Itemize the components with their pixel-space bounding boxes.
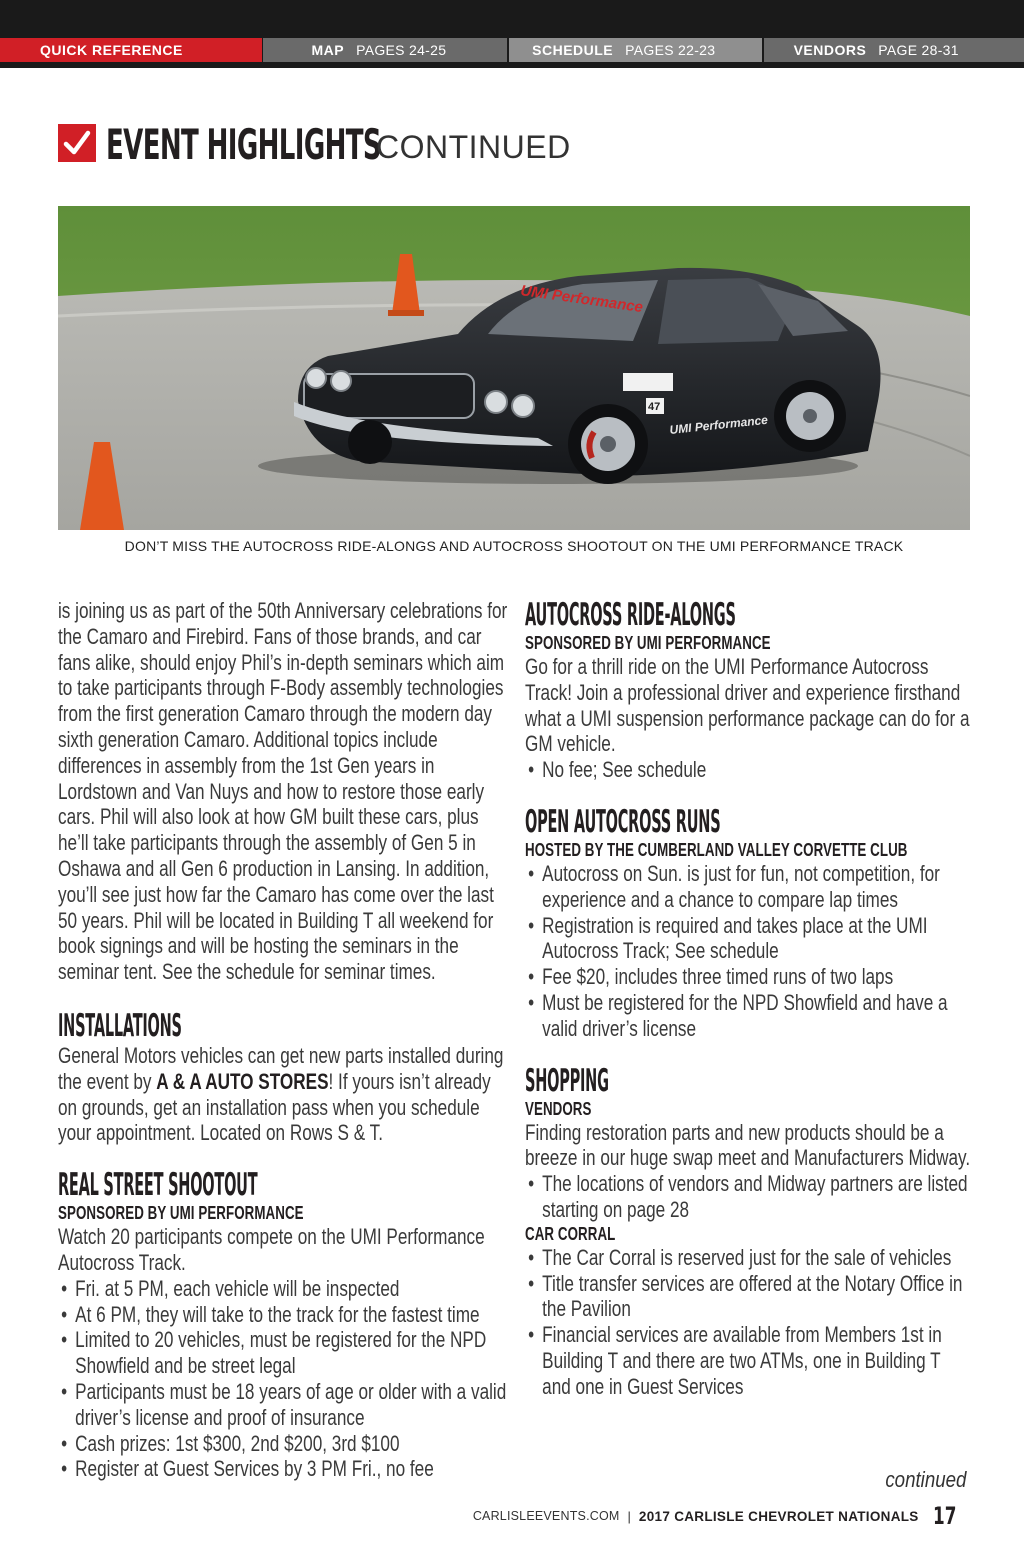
heading-installations: INSTALLATIONS bbox=[58, 1007, 182, 1044]
car-number: 47 bbox=[648, 401, 661, 413]
footer-publication: 2017 CARLISLE CHEVROLET NATIONALS bbox=[638, 1508, 919, 1524]
heading-autocross-ride-alongs: AUTOCROSS RIDE-ALONGS bbox=[525, 597, 736, 633]
shootout-sponsor: SPONSORED BY UMI PERFORMANCE bbox=[58, 1203, 304, 1224]
installations-text: General Motors vehicles can get new parts installed during the event by bbox=[58, 1042, 504, 1094]
nav-map-pages: PAGES 24-25 bbox=[356, 42, 447, 58]
top-bar bbox=[0, 0, 1024, 68]
quick-reference-nav bbox=[0, 38, 1024, 62]
shootout-paragraph: Watch 20 participants compete on the UMI Performance Autocross Track. bbox=[58, 1224, 485, 1275]
vendors-list bbox=[525, 1171, 970, 1223]
list-item: • Cash prizes: 1st $300, 2nd $200, 3rd $100 bbox=[58, 1431, 508, 1457]
nav-schedule[interactable] bbox=[509, 38, 761, 62]
installations-paragraph bbox=[58, 1043, 508, 1146]
door-decal: UMI Performance bbox=[668, 412, 769, 437]
ridealongs-paragraph: Go for a thrill ride on the UMI Performance Autocross Track! Join a professional driver and experience firsthand what a UMI suspension performance package can do for a GM vehicle. bbox=[525, 654, 970, 757]
hero-photo bbox=[58, 206, 970, 530]
installations-text-end: ! If yours isn’t already on grounds, get an installation pass when you schedule your appointment. Located on Rows S & T. bbox=[58, 1068, 491, 1146]
open-runs-host: HOSTED BY THE CUMBERLAND VALLEY CORVETTE CLUB bbox=[525, 839, 908, 860]
list-item: • The Car Corral is reserved just for the sale of vehicles bbox=[525, 1245, 970, 1271]
open-runs-list bbox=[525, 861, 970, 1042]
nav-map-label: MAP bbox=[311, 42, 345, 58]
list-item: • Participants must be 18 years of age or older with a valid driver’s license and proof of insurance bbox=[58, 1379, 508, 1431]
ridealongs-list bbox=[525, 757, 970, 783]
list-item: • Title transfer services are offered at the Notary Office in the Pavilion bbox=[525, 1271, 970, 1323]
nav-schedule-label: SCHEDULE bbox=[532, 42, 614, 58]
list-item: • Financial services are available from Members 1st in Building T and there are two ATMs, one in Building T and one in Guest Services bbox=[525, 1322, 970, 1399]
nav-quick-reference bbox=[0, 38, 262, 62]
list-item: • Fri. at 5 PM, each vehicle will be inspected bbox=[58, 1276, 508, 1302]
nav-vendors-pages: PAGE 28-31 bbox=[878, 42, 959, 58]
list-item: • Register at Guest Services by 3 PM Fri., no fee bbox=[58, 1456, 508, 1482]
continued-note: continued bbox=[884, 1467, 966, 1492]
installations-sponsor: A & A AUTO STORES bbox=[156, 1068, 329, 1094]
list-item: • Limited to 20 vehicles, must be registered for the NPD Showfield and be street legal bbox=[58, 1327, 508, 1379]
heading-open-autocross-runs: OPEN AUTOCROSS RUNS bbox=[525, 803, 721, 840]
list-item: • Autocross on Sun. is just for fun, not competition, for experience and a chance to compare lap times bbox=[525, 861, 970, 913]
car-corral-subheading: CAR CORRAL bbox=[525, 1223, 616, 1244]
shootout-list bbox=[58, 1276, 508, 1482]
ridealongs-sponsor: SPONSORED BY UMI PERFORMANCE bbox=[525, 633, 771, 653]
windshield-decal: UMI Performance bbox=[519, 282, 644, 317]
list-item: • Must be registered for the NPD Showfield and have a valid driver’s license bbox=[525, 990, 970, 1042]
footer-separator: | bbox=[627, 1508, 631, 1524]
nav-vendors[interactable] bbox=[764, 38, 1024, 62]
heading-real-street-shootout: REAL STREET SHOOTOUT bbox=[58, 1167, 258, 1204]
heading-shopping: SHOPPING bbox=[525, 1062, 609, 1099]
vendors-subheading: VENDORS bbox=[525, 1098, 592, 1119]
intro-paragraph: is joining us as part of the 50th Anniversary celebrations for the Camaro and Firebird. Fans of those brands, and car fans alike, should enjoy Phil’s in-depth seminars which aim to take participants through F-Body assembly technologies from the first generation Camaro through the modern day sixth generation Camaro. Additional topics include differences in assembly from the 1st Gen years in Lordstown and Van Nuys and how to restore those early cars. Phil will also look at how GM built these cars, plus he’ll take participants through the assembly of Gen 5 in Oshawa and all Gen 6 production in Lansing. In addition, you’ll see just how far the Camaro has come over the last 50 years. Phil will be located in Building T all weekend for book signings and will be hosting the seminars in the seminar tent. See the schedule for seminar times. bbox=[58, 598, 508, 985]
list-item: • Registration is required and takes place at the UMI Autocross Track; See schedule bbox=[525, 913, 970, 965]
list-item: • No fee; See schedule bbox=[525, 757, 970, 783]
nav-schedule-pages: PAGES 22-23 bbox=[625, 42, 716, 58]
title-sub: CONTINUED bbox=[376, 129, 571, 165]
list-item: • The locations of vendors and Midway partners are listed starting on page 28 bbox=[525, 1171, 970, 1223]
list-item: • Fee $20, includes three timed runs of two laps bbox=[525, 964, 970, 990]
title-main: EVENT HIGHLIGHTS bbox=[106, 120, 382, 169]
car-corral-list bbox=[525, 1245, 970, 1400]
checkmark-icon bbox=[58, 124, 96, 162]
nav-map[interactable] bbox=[263, 38, 507, 62]
footer-site[interactable]: CARLISLEEVENTS.COM bbox=[472, 1509, 620, 1523]
vendors-paragraph: Finding restoration parts and new products should be a breeze in our huge swap meet and Manufacturers Midway. bbox=[525, 1119, 971, 1171]
left-column bbox=[58, 598, 508, 1482]
page-footer bbox=[473, 1502, 966, 1530]
page-title bbox=[58, 118, 571, 169]
nav-vendors-label: VENDORS bbox=[793, 42, 867, 58]
nav-quick-label: QUICK REFERENCE bbox=[40, 42, 183, 58]
right-column bbox=[525, 598, 970, 1400]
page-number: 17 bbox=[932, 1502, 956, 1530]
list-item: • At 6 PM, they will take to the track for the fastest time bbox=[58, 1302, 508, 1328]
photo-caption: DON’T MISS THE AUTOCROSS RIDE-ALONGS AND AUTOCROSS SHOOTOUT ON THE UMI PERFORMANCE TRACK bbox=[124, 538, 904, 554]
